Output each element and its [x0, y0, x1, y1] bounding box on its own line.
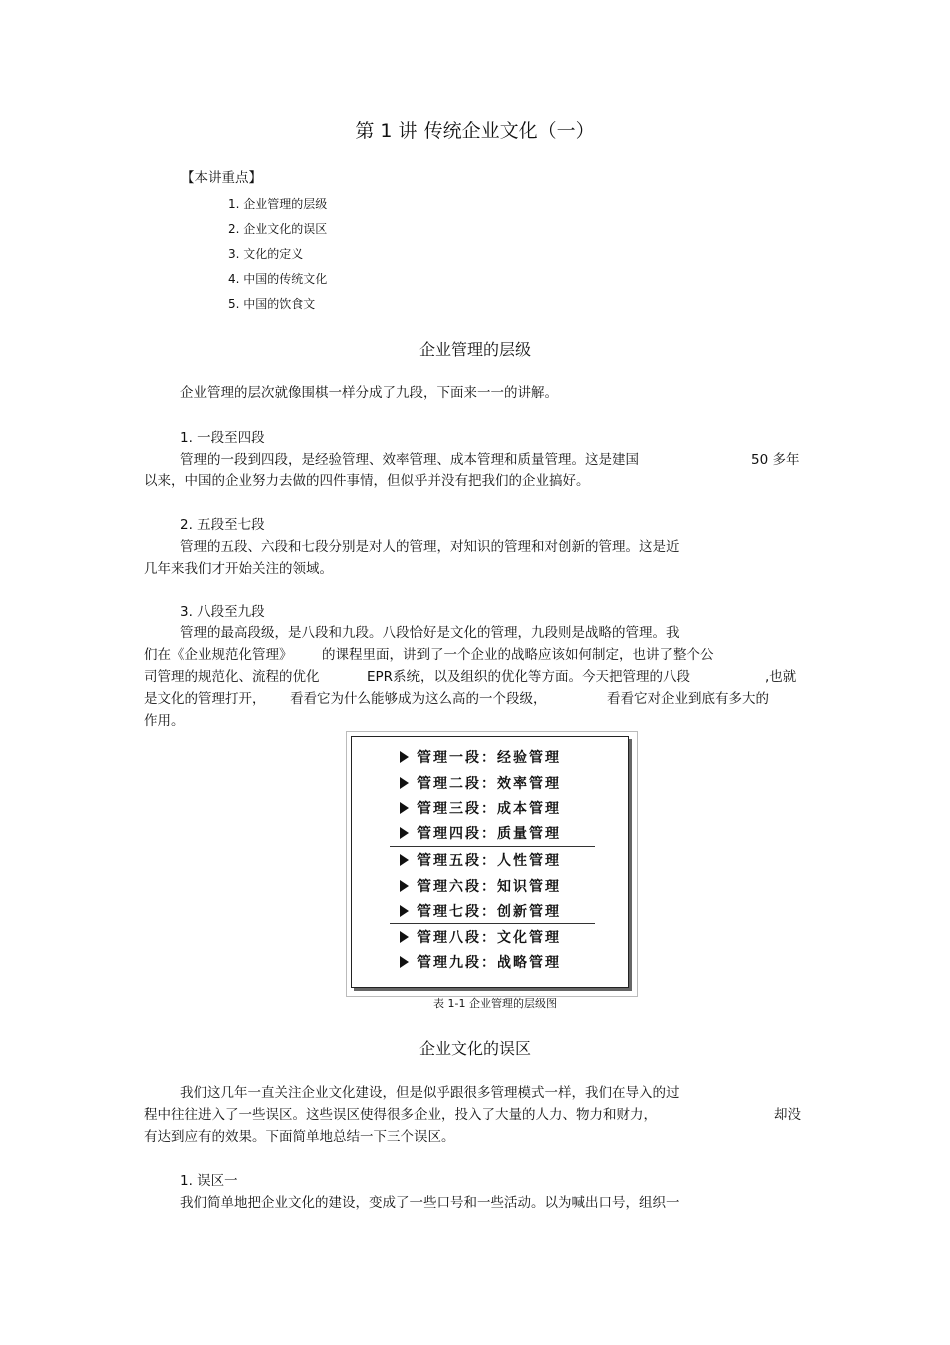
figure-item	[400, 878, 561, 896]
paragraph-line: 几年来我们才开始关注的领域。	[144, 561, 333, 577]
paragraph-line: 的课程里面，讲到了一个企业的战略应该如何制定，也讲了整个公	[322, 647, 714, 663]
arrow-right-icon	[400, 827, 409, 839]
subsection-heading: 3. 八段至九段	[180, 604, 265, 620]
figure-item	[400, 775, 561, 793]
arrow-right-icon	[400, 905, 409, 917]
subsection-heading: 1. 一段至四段	[180, 430, 265, 446]
subsection-heading: 2. 五段至七段	[180, 517, 265, 533]
paragraph-line: 以来，中国的企业努力去做的四件事情，但似乎并没有把我们的企业搞好。	[144, 473, 590, 489]
paragraph-line: 我们简单地把企业文化的建设，变成了一些口号和一些活动。以为喊出口号，组织一	[180, 1195, 680, 1211]
figure-item-label: 管理六段：知识管理	[417, 879, 561, 895]
figure-item-label: 管理九段：战略管理	[417, 955, 561, 971]
key-point-item: 1. 企业管理的层级	[228, 197, 328, 211]
paragraph-line: ,也就	[765, 669, 797, 685]
key-point-item: 2. 企业文化的误区	[228, 222, 328, 236]
key-point-item: 4. 中国的传统文化	[228, 272, 328, 286]
figure-item-label: 管理七段：创新管理	[417, 904, 561, 920]
paragraph-line: 却没	[774, 1107, 801, 1123]
figure-item	[400, 954, 561, 972]
key-points-heading: 【本讲重点】	[181, 170, 262, 186]
figure-item-label: 管理八段：文化管理	[417, 930, 561, 946]
arrow-right-icon	[400, 751, 409, 763]
arrow-right-icon	[400, 956, 409, 968]
page-title: 第 1 讲 传统企业文化（一）	[355, 120, 595, 142]
paragraph-line: 企业管理的层次就像围棋一样分成了九段，下面来一一的讲解。	[180, 385, 558, 401]
figure-item	[400, 929, 561, 947]
paragraph-line: 管理的五段、六段和七段分别是对人的管理，对知识的管理和对创新的管理。这是近	[180, 539, 680, 555]
key-point-item: 5. 中国的饮食文	[228, 297, 316, 311]
paragraph-line: 看看它对企业到底有多大的	[607, 691, 769, 707]
figure-item-label: 管理二段：效率管理	[417, 776, 561, 792]
figure-divider	[390, 923, 595, 924]
paragraph-line: 有达到应有的效果。下面简单地总结一下三个误区。	[144, 1129, 455, 1145]
paragraph-line: 作用。	[144, 713, 185, 729]
subsection-heading: 1. 误区一	[180, 1173, 238, 1189]
paragraph-line: 我们这几年一直关注企业文化建设，但是似乎跟很多管理模式一样，我们在导入的过	[180, 1085, 680, 1101]
key-point-item: 3. 文化的定义	[228, 247, 304, 261]
figure-item-label: 管理一段：经验管理	[417, 750, 561, 766]
arrow-right-icon	[400, 802, 409, 814]
figure-item-label: 管理五段：人性管理	[417, 853, 561, 869]
management-levels-figure	[346, 731, 638, 997]
paragraph-line: 们在《企业规范化管理》	[144, 647, 293, 663]
figure-item	[400, 749, 561, 767]
arrow-right-icon	[400, 880, 409, 892]
figure-caption: 表 1-1 企业管理的层级图	[433, 997, 557, 1010]
arrow-right-icon	[400, 854, 409, 866]
figure-frame	[351, 736, 629, 988]
paragraph-line: 是文化的管理打开，	[144, 691, 266, 707]
section-heading: 企业管理的层级	[418, 340, 531, 359]
section-heading: 企业文化的误区	[418, 1039, 531, 1058]
paragraph-line: 管理的一段到四段，是经验管理、效率管理、成本管理和质量管理。这是建国	[180, 452, 639, 468]
arrow-right-icon	[400, 777, 409, 789]
figure-item	[400, 852, 561, 870]
figure-item	[400, 903, 561, 921]
paragraph-line: 看看它为什么能够成为这么高的一个段级，	[290, 691, 547, 707]
figure-item	[400, 825, 561, 843]
figure-item-label: 管理三段：成本管理	[417, 801, 561, 817]
paragraph-line: 程中往往进入了一些误区。这些误区使得很多企业，投入了大量的人力、物力和财力，	[144, 1107, 657, 1123]
paragraph-line: 管理的最高段级，是八段和九段。八段恰好是文化的管理，九段则是战略的管理。我	[180, 625, 680, 641]
figure-divider	[390, 846, 595, 847]
paragraph-line: EPR系统，以及组织的优化等方面。今天把管理的八段	[367, 669, 691, 685]
paragraph-line: 50 多年	[751, 452, 800, 468]
arrow-right-icon	[400, 931, 409, 943]
figure-item-label: 管理四段：质量管理	[417, 826, 561, 842]
figure-item	[400, 800, 561, 818]
paragraph-line: 司管理的规范化、流程的优化	[144, 669, 320, 685]
